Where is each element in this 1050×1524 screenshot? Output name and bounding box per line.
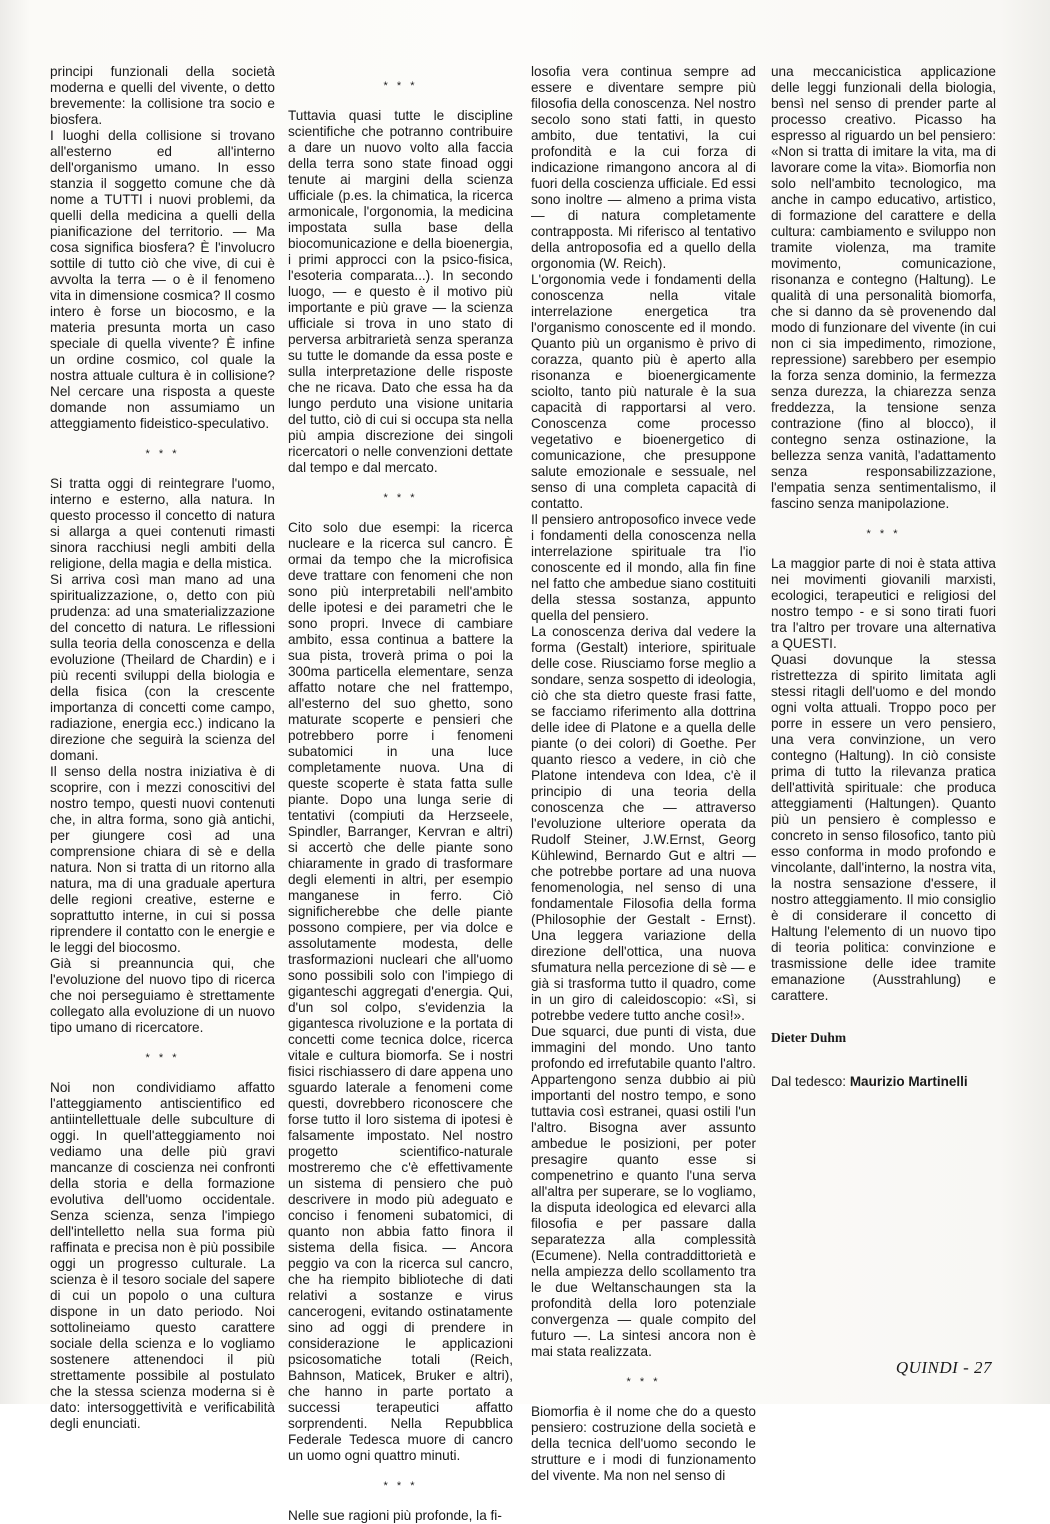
translation-credit [771, 1074, 996, 1090]
paragraph: L'orgonomia vede i fondamenti della conoscenza nella vitale interrelazione energetica tra l'organismo conoscente ed il mondo. Quanto più un organismo è privo di corazza, quanto più è aperto alla risonanza e bioenergicamente sciolto, tanto più naturale è la sua capacità di rapportarsi al vero. Conoscenza come processo vegetativo e bioenergetico di comunicazione, che presuppone salute emozionale e sessuale, nel senso di una completa capacità di contatto. [531, 272, 756, 511]
paragraph: La maggior parte di noi è stata attiva nei movimenti giovanili marxisti, ecologici, terapeutici e religiosi del nostro tempo - e si sono tirati fuori tra l'altro per trovare una alternativa a QUESTI. [771, 556, 996, 651]
paragraph: La conoscenza deriva dal vedere la forma (Gestalt) interiore, spirituale delle cose. Riusciamo forse meglio a sondare, senza sospetto di ideologia, ciò che sta dietro queste frasi fatte, se facciamo riferimento alla dottrina delle idee di Platone e a quella delle piante (o dei colori) di Goethe. Per quanto riesco a vedere, in ciò che Platone intendeva con Idea, c'è il principio di una teoria della conoscenza che — attraverso l'evoluzione ulteriore operata da Rudolf Steiner, J.W.Ernst, Georg Kühlewind, Bernardo Gut e altri — che potrebbe portare ad una nuova fenomenologia, nel senso di una fondamentale Filosofia della forma (Philosophie der Gestalt - Ernst). Una leggera variazione della direzione dell'ottica, una nuova sfumatura nella percezione di sè — e già si trasforma tutto il quadro, come in un giro di caleidoscopio: «Sì, si potrebbe vedere tutto anche così!». [531, 624, 756, 1023]
page-folio: QUINDI - 27 [895, 1358, 992, 1377]
paragraph: Nelle sue ragioni più profonde, la fi- [288, 1508, 502, 1523]
translation-prefix: Dal tedesco: [771, 1074, 847, 1089]
article-column-1 [50, 64, 275, 1432]
paragraph: Il pensiero antroposofico invece vede i fondamenti della conoscenza nella interrelazione spirituale tra l'io conoscente ed il mondo, alla fin fine nel fatto che ambedue siano costituiti della stessa sostanza, appunto quella del pensiero. [531, 512, 756, 623]
paragraph: una meccanicistica applicazione delle leggi funzionali della biologia, bensì nel senso di prender parte al processo creativo. Picasso ha espresso al riguardo un bel pensiero: «Non si tratta di imitare la vita, ma di lavorare come la vita». Biomorfia non solo nell'ambito tecnologico, ma anche in campo educativo, artistico, di formazione del carattere e della cultura: cambiamento e sviluppo non tramite violenza, ma tramite movimento, comunicazione, risonanza e contegno (Haltung). Le qualità di una personalità biomorfa, che si danno da sè provenendo dal modo di funzionare del vivente (in cui non ci sia impedimento, rimozione, repressione) sarebbero per esempio la forza senza dominio, la fermezza senza durezza, la chiarezza senza freddezza, la tensione senza contrazione (fino al blocco), il contegno senza ostinazione, la bellezza senza vanità, l'adattamento senza responsabilizzazione, l'empatia senza sentimentalismo, il fascino senza manipolazione. [771, 64, 996, 511]
section-separator: * * * [626, 1376, 661, 1388]
paragraph: principi funzionali della società moderna e quelli del vivente, o detto brevemente: la collisione tra socio e biosfera. [50, 64, 275, 127]
section-separator: * * * [145, 448, 180, 460]
section-separator: * * * [383, 1480, 418, 1492]
paragraph: Quasi dovunque la stessa ristrettezza di spirito limitata agli stessi ritagli dell'uomo e del mondo ogni volta attuali. Troppo poco per porre in essere un vero pensiero, una vera convinzione, un vero contegno (Haltung). In ciò consiste prima di tutto la rilevanza pratica dell'attività spirituale: che produca atteggiamenti (Haltungen). Quanto più un pensiero è complesso e concreto in senso filosofico, tanto più esso conforma in modo profondo e vincolante, dall'interno, la nostra vita, la nostra sensazione d'essere, il nostro atteggiamento. Il mio consiglio è di considerare il concetto di Haltung l'elemento di un nuovo tipo di teoria politica: convinzione e trasmissione delle idee tramite emanazione (Ausstrahlung) e carattere. [771, 652, 996, 1003]
article-column-2 [288, 64, 513, 1524]
paragraph: Si tratta oggi di reintegrare l'uomo, interno e esterno, alla natura. In questo processo il concetto di natura si allarga a quei contenuti rimasti sinora racchiusi negli ambiti della religione, della magia e della mistica. [50, 476, 275, 571]
paragraph: Tuttavia quasi tutte le discipline scientifiche che potranno contribuire a dare un nuovo volto alla faccia della terra sono state finoad oggi tenute ai margini della scienza ufficiale (p.es. la chimatica, la ricerca armonicale, l'orgonomia, la medicina impostata sulla base della biocomunicazione e della bioenergia, i primi approcci con la psico-fisica, l'esoteria comparata...). In secondo luogo, — e questo è il motivo più importante e più grave — la scienza ufficiale si trova in uno stato di perversa arbitrarietà senza speranza su tutte le domande da essa poste e sulla interpretazione delle risposte che ne ricava. Dato che essa ha da lungo perduto una visione unitaria del tutto, ciò di cui si occupa sta nella più ampia discrezione dei singoli ricercatori o nelle convenzioni dettate dal tempo e dal mercato. [288, 108, 513, 475]
section-separator: * * * [145, 1052, 180, 1064]
article-column-4 [771, 64, 996, 1090]
paragraph: Due squarci, due punti di vista, due immagini del mondo. Uno tanto profondo ed irrefutabile quanto l'altro. Appartengono senza dubbio ai più importanti del nostro tempo, e sono tuttavia così estranei, quasi ostili l'un l'altro. Bisogna aver assunto ambedue le posizioni, per poter presagire quanto esse si compenetrino e quanto l'una serva all'altra per superare, se lo vogliamo, la disputa ideologica ed elevarci alla filosofia e per passare dalla separatezza alla complessità (Ecumene). Nella contraddittorietà e nella ampiezza dello scollamento tra le due Weltanschaungen sta la profondità della loro potenziale convergenza — quale compito del futuro —. La sintesi ancora non è mai stata realizzata. [531, 1024, 756, 1359]
column-4-body [771, 64, 996, 1004]
section-separator: * * * [866, 528, 901, 540]
paragraph: Già si preannuncia qui, che l'evoluzione del nuovo tipo di ricerca che noi perseguiamo è strettamente collegato alla evoluzione di un nuovo tipo umano di ricercatore. [50, 956, 275, 1035]
paragraph: Il senso della nostra iniziativa è di scoprire, con i mezzi conoscitivi del nostro tempo, questi nuovi contenuti che, in altra forma, sono già antichi, per giungere così ad una comprensione chiara di sè e della natura. Non si tratta di un ritorno alla natura, ma di una graduale apertura delle regioni creative, esterne e soprattutto interne, in cui si possa riprendere il contatto con le energie e le leggi del biocosmo. [50, 764, 275, 955]
article-column-3 [531, 64, 756, 1484]
paragraph: Biomorfia è il nome che do a questo pensiero: costruzione della società e della tecnica dell'uomo secondo le strutture e i modi di funzionamento del vivente. Ma non nel senso di [531, 1404, 756, 1483]
paragraph: I luoghi della collisione si trovano all'esterno ed all'interno dell'organismo umano. In esso stanzia il soggetto comune che dà nome a TUTTI i nuovi problemi, da quelli della medicina a quelli della pianificazione del territorio. — Ma cosa significa biosfera? È l'involucro sottile di tutto ciò che vive, di cui è avvolta la terra — o è il fenomeno vita in dimensione cosmica? Il cosmo intero è forse un biocosmo, e la materia presunta morta un caso speciale di quella vivente? È infine un ordine cosmico, col quale la nostra attuale cultura è in collisione? Nel cercare una risposta a queste domande non assumiamo un atteggiamento fideistico-speculativo. [50, 128, 275, 431]
paragraph: Cito solo due esempi: la ricerca nucleare e la ricerca sul cancro. È ormai da tempo che la microfisica deve trattare con fenomeni che non sono più interpretabili nell'ambito delle ipotesi e dei parametri che le sono propri. Invece di cambiare ambito, essa continua a battere la sua pista, troverà prima o poi la 300ma particella elementare, senza affatto notare che nel frattempo, all'esterno del suo ghetto, sono maturate scoperte e pensieri che potrebbero porre i fenomeni subatomici in una luce completamente nuova. Una di queste scoperte è stata fatta sulle piante. Dopo una lunga serie di tentativi (compiuti da Herzseele, Spindler, Barranger, Kervran e altri) si accertò che delle piante sono chiaramente in grado di trasformare degli elementi in altri, per esempio manganese in ferro. Ciò significherebbe che delle piante possono compiere, per via dolce e assolutamente modesta, delle trasformazioni nucleari che all'uomo sono possibili solo con l'impiego di giganteschi aggregati d'energia. Qui, d'un sol colpo, s'evidenzia la gigantesca rivoluzione e la portata di concetti come tecnica dolce, ricerca vitale e cultura biomorfa. Se i nostri fisici rischiassero di dare appena uno sguardo laterale a fenomeni come questi, dovrebbero riconoscere che forse tutto il loro sistema di ipotesi è falsamente impostato. Nel nostro progetto scientifico-naturale mostreremo che c'è effettivamente un sistema di pensiero che può descrivere in modo più adeguato e conciso i fenomeni subatomici, di quanto non abbia fatto finora il sistema della fisica. — Ancora peggio va con la ricerca sul cancro, che ha riempito biblioteche di dati relativi a sostanze e virus cancerogeni, evitando ostinatamente sino ad oggi di prendere in considerazione le applicazioni psicosomatiche totali (Reich, Bahnson, Maticek, Bruker e altri), che hanno in parte portato a successi terapeutici affatto sorprendenti. Nella Repubblica Federale Tedesca muore di cancro un uomo ogni quattro minuti. [288, 520, 513, 1463]
paragraph: Si arriva così man mano ad una spiritualizzazione, o, detto con più prudenza: ad una smaterializzazione del concetto di natura. Le riflessioni sulla teoria della conoscenza e della evoluzione (Theilard de Chardin) e i più recenti sviluppi della biologia e della fisica (con la crescente importanza di concetti come campo, radiazione, energia ecc.) indicano la direzione che seguirà la scienza del domani. [50, 572, 275, 763]
paragraph: losofia vera continua sempre ad essere e diventare sempre più filosofia della conoscenza. Nel nostro secolo sono stati fatti, in questo ambito, due tentativi, la cui profondità e la cui forza di indicazione rimangono ancora al di fuori della coscienza ufficiale. Ed essi sono inoltre — almeno a prima vista — di natura completamente contrapposta. Mi riferisco al tentativo della antroposofia ed a quello della orgonomia (W. Reich). [531, 64, 756, 271]
paragraph: Noi non condividiamo affatto l'atteggiamento antiscientifico ed antiintellettuale delle subculture di oggi. In quell'atteggiamento noi vediamo una delle più gravi mancanze di coscienza nei confronti della storia e della formazione evolutiva dell'uomo occidentale. Senza scienza, senza l'impiego dell'intelletto nella sua forma più raffinata e precisa non è più possibile oggi un progresso culturale. La scienza è il tesoro sociale del sapere di cui un popolo o una cultura dispone in un dato periodo. Noi sottolineiamo questo carattere sociale della scienza e lo vogliamo sostenere attenendoci il più strettamente possibile al postulato che la stessa scienza moderna si è dato: intersoggettività e verificabilità degli enunciati. [50, 1080, 275, 1431]
section-separator: * * * [383, 80, 418, 92]
author-signature: Dieter Duhm [771, 1030, 847, 1045]
translator-name: Maurizio Martinelli [849, 1074, 968, 1089]
section-separator: * * * [383, 492, 418, 504]
